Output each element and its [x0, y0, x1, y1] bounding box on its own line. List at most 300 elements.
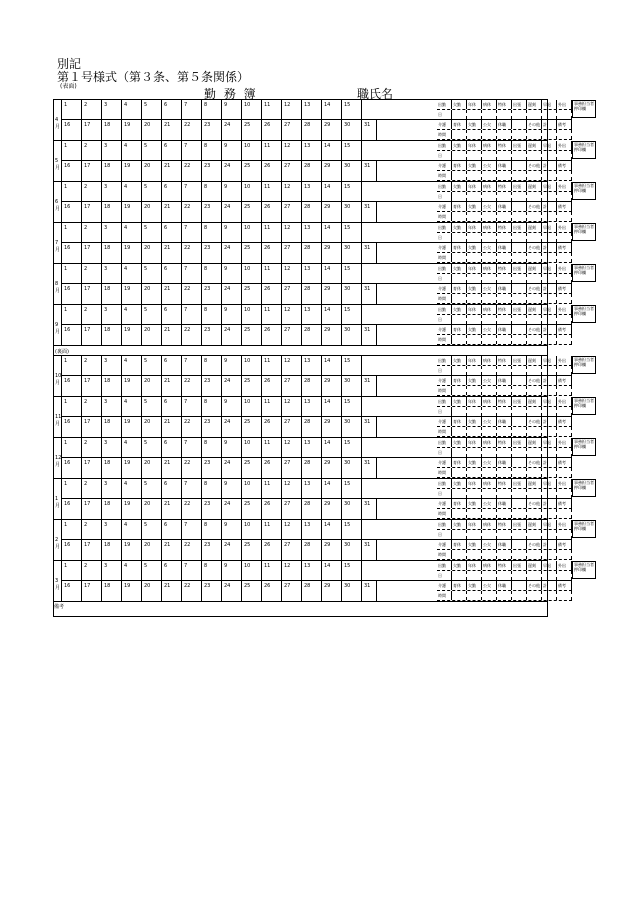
day-cell[interactable]	[162, 120, 182, 140]
summary-entry-cell[interactable]	[482, 468, 497, 477]
summary-cell[interactable]	[542, 120, 557, 129]
day-cell[interactable]	[82, 417, 102, 437]
day-cell[interactable]	[142, 581, 162, 601]
summary-cell[interactable]	[542, 438, 557, 447]
day-cell[interactable]	[322, 499, 342, 519]
day-cell[interactable]	[342, 243, 362, 263]
summary-cell[interactable]	[542, 479, 557, 488]
summary-entry-cell[interactable]	[452, 274, 467, 283]
summary-entry-cell[interactable]	[512, 407, 527, 416]
day-cell[interactable]	[162, 561, 182, 580]
summary-entry-cell[interactable]	[512, 448, 527, 457]
day-cell[interactable]	[222, 479, 242, 498]
day-cell[interactable]	[282, 161, 302, 181]
day-cell[interactable]	[222, 438, 242, 457]
day-cell[interactable]	[202, 458, 222, 478]
summary-cell[interactable]	[452, 581, 467, 590]
day-cell[interactable]	[122, 520, 142, 539]
summary-cell[interactable]	[557, 264, 572, 273]
day-cell[interactable]	[182, 376, 202, 396]
summary-cell[interactable]	[527, 397, 542, 406]
summary-entry-cell[interactable]	[482, 233, 497, 242]
day-cell[interactable]	[302, 540, 322, 560]
day-cell[interactable]	[202, 325, 222, 345]
summary-entry-cell[interactable]	[542, 468, 557, 477]
summary-entry-cell[interactable]	[467, 366, 482, 375]
day-cell[interactable]	[362, 161, 377, 181]
day-cell[interactable]	[62, 458, 82, 478]
summary-entry-cell[interactable]	[467, 130, 482, 139]
summary-cell[interactable]	[437, 182, 452, 191]
summary-cell[interactable]	[482, 223, 497, 232]
summary-cell[interactable]	[542, 356, 557, 365]
summary-cell[interactable]	[527, 264, 542, 273]
summary-cell[interactable]	[527, 376, 542, 385]
summary-entry-cell[interactable]	[482, 130, 497, 139]
day-cell[interactable]	[62, 182, 82, 201]
day-cell[interactable]	[242, 581, 262, 601]
day-cell[interactable]	[202, 479, 222, 498]
summary-entry-cell[interactable]	[512, 315, 527, 324]
summary-entry-cell[interactable]	[452, 233, 467, 242]
day-cell[interactable]	[62, 417, 82, 437]
day-cell[interactable]	[102, 561, 122, 580]
day-cell[interactable]	[102, 243, 122, 263]
day-cell[interactable]	[342, 581, 362, 601]
summary-cell[interactable]	[437, 243, 452, 252]
day-cell[interactable]	[342, 376, 362, 396]
summary-entry-cell[interactable]	[542, 489, 557, 498]
summary-cell[interactable]	[557, 540, 572, 549]
day-cell[interactable]	[202, 581, 222, 601]
day-cell[interactable]	[222, 305, 242, 324]
summary-cell[interactable]	[512, 581, 527, 590]
summary-entry-cell[interactable]	[452, 489, 467, 498]
summary-entry-cell[interactable]	[467, 571, 482, 580]
summary-entry-cell[interactable]	[497, 253, 512, 262]
day-cell[interactable]	[182, 182, 202, 201]
summary-entry-cell[interactable]	[482, 591, 497, 600]
day-cell[interactable]	[282, 417, 302, 437]
day-cell[interactable]	[142, 561, 162, 580]
summary-entry-cell[interactable]	[452, 448, 467, 457]
summary-cell[interactable]	[542, 325, 557, 334]
summary-cell[interactable]	[557, 479, 572, 488]
summary-cell[interactable]	[557, 438, 572, 447]
day-cell[interactable]	[242, 264, 262, 283]
day-cell[interactable]	[242, 458, 262, 478]
day-cell[interactable]	[82, 223, 102, 242]
summary-entry-cell[interactable]	[482, 253, 497, 262]
day-cell[interactable]	[302, 325, 322, 345]
summary-cell[interactable]	[452, 264, 467, 273]
day-cell[interactable]	[242, 356, 262, 375]
day-cell[interactable]	[202, 284, 222, 304]
day-cell[interactable]	[342, 161, 362, 181]
summary-entry-cell[interactable]	[542, 366, 557, 375]
summary-entry-cell[interactable]	[452, 407, 467, 416]
summary-entry-cell[interactable]	[467, 591, 482, 600]
day-cell[interactable]	[182, 325, 202, 345]
day-cell[interactable]	[342, 202, 362, 222]
day-cell[interactable]	[322, 182, 342, 201]
summary-cell[interactable]	[557, 284, 572, 293]
summary-cell[interactable]	[467, 161, 482, 170]
day-cell[interactable]	[262, 581, 282, 601]
day-cell[interactable]	[242, 100, 262, 119]
day-cell[interactable]	[62, 479, 82, 498]
day-cell[interactable]	[122, 120, 142, 140]
summary-entry-cell[interactable]	[557, 335, 572, 344]
day-cell[interactable]	[322, 356, 342, 375]
day-cell[interactable]	[342, 520, 362, 539]
day-cell[interactable]	[82, 305, 102, 324]
summary-cell[interactable]	[467, 264, 482, 273]
summary-entry-cell[interactable]	[482, 386, 497, 395]
summary-entry-cell[interactable]	[452, 294, 467, 303]
day-cell[interactable]	[342, 479, 362, 498]
summary-entry-cell[interactable]	[557, 110, 572, 119]
summary-cell[interactable]	[512, 520, 527, 529]
summary-cell[interactable]	[452, 376, 467, 385]
summary-cell[interactable]	[482, 540, 497, 549]
day-cell[interactable]	[222, 223, 242, 242]
day-cell[interactable]	[282, 397, 302, 416]
summary-entry-cell[interactable]	[557, 571, 572, 580]
day-cell[interactable]	[262, 438, 282, 457]
summary-cell[interactable]	[497, 161, 512, 170]
day-cell[interactable]	[122, 376, 142, 396]
day-cell[interactable]	[322, 479, 342, 498]
summary-entry-cell[interactable]	[557, 192, 572, 201]
day-cell[interactable]	[62, 356, 82, 375]
day-cell[interactable]	[122, 581, 142, 601]
day-cell[interactable]	[162, 243, 182, 263]
day-cell[interactable]	[102, 540, 122, 560]
summary-cell[interactable]	[482, 182, 497, 191]
summary-entry-cell[interactable]	[482, 509, 497, 518]
stamp-box[interactable]	[572, 438, 596, 456]
day-cell[interactable]	[182, 141, 202, 160]
day-cell[interactable]	[202, 305, 222, 324]
summary-entry-cell[interactable]	[557, 407, 572, 416]
day-cell[interactable]	[62, 540, 82, 560]
day-cell[interactable]	[142, 305, 162, 324]
summary-entry-cell[interactable]	[527, 212, 542, 221]
day-cell[interactable]	[262, 182, 282, 201]
summary-cell[interactable]	[467, 356, 482, 365]
summary-entry-cell[interactable]	[542, 386, 557, 395]
day-cell[interactable]	[162, 264, 182, 283]
summary-cell[interactable]	[497, 202, 512, 211]
summary-cell[interactable]	[512, 540, 527, 549]
day-cell[interactable]	[222, 417, 242, 437]
day-cell[interactable]	[202, 376, 222, 396]
summary-cell[interactable]	[497, 540, 512, 549]
day-cell[interactable]	[102, 182, 122, 201]
day-cell[interactable]	[62, 264, 82, 283]
summary-entry-cell[interactable]	[497, 509, 512, 518]
summary-cell[interactable]	[512, 161, 527, 170]
day-cell[interactable]	[202, 264, 222, 283]
day-cell[interactable]	[242, 284, 262, 304]
day-cell[interactable]	[62, 376, 82, 396]
summary-cell[interactable]	[497, 141, 512, 150]
day-cell[interactable]	[182, 202, 202, 222]
summary-entry-cell[interactable]	[512, 110, 527, 119]
day-cell[interactable]	[242, 520, 262, 539]
stamp-box[interactable]	[572, 305, 596, 323]
day-cell[interactable]	[242, 243, 262, 263]
summary-cell[interactable]	[542, 540, 557, 549]
summary-entry-cell[interactable]	[467, 110, 482, 119]
summary-cell[interactable]	[557, 417, 572, 426]
day-cell[interactable]	[82, 264, 102, 283]
summary-entry-cell[interactable]	[527, 530, 542, 539]
day-cell[interactable]	[302, 356, 322, 375]
summary-cell[interactable]	[437, 561, 452, 570]
summary-entry-cell[interactable]	[527, 335, 542, 344]
day-cell[interactable]	[282, 520, 302, 539]
summary-entry-cell[interactable]	[452, 212, 467, 221]
day-cell[interactable]	[122, 264, 142, 283]
summary-cell[interactable]	[542, 182, 557, 191]
summary-cell[interactable]	[497, 356, 512, 365]
summary-cell[interactable]	[512, 376, 527, 385]
summary-entry-cell[interactable]	[452, 571, 467, 580]
summary-cell[interactable]	[542, 202, 557, 211]
summary-entry-cell[interactable]	[527, 274, 542, 283]
summary-entry-cell[interactable]	[452, 130, 467, 139]
summary-entry-cell[interactable]	[467, 489, 482, 498]
summary-entry-cell[interactable]	[482, 550, 497, 559]
day-cell[interactable]	[62, 397, 82, 416]
summary-cell[interactable]	[467, 223, 482, 232]
summary-entry-cell[interactable]	[452, 315, 467, 324]
summary-entry-cell[interactable]	[482, 274, 497, 283]
day-cell[interactable]	[202, 438, 222, 457]
summary-cell[interactable]	[527, 540, 542, 549]
summary-cell[interactable]	[512, 100, 527, 109]
summary-cell[interactable]	[497, 499, 512, 508]
day-cell[interactable]	[202, 182, 222, 201]
day-cell[interactable]	[122, 223, 142, 242]
day-cell[interactable]	[82, 284, 102, 304]
day-cell[interactable]	[282, 540, 302, 560]
summary-cell[interactable]	[542, 417, 557, 426]
day-cell[interactable]	[222, 499, 242, 519]
day-cell[interactable]	[322, 581, 342, 601]
summary-cell[interactable]	[557, 561, 572, 570]
summary-cell[interactable]	[542, 305, 557, 314]
summary-cell[interactable]	[542, 397, 557, 406]
day-cell[interactable]	[302, 141, 322, 160]
summary-cell[interactable]	[527, 100, 542, 109]
day-cell[interactable]	[282, 376, 302, 396]
summary-cell[interactable]	[527, 520, 542, 529]
day-cell[interactable]	[142, 264, 162, 283]
day-cell[interactable]	[162, 581, 182, 601]
day-cell[interactable]	[342, 284, 362, 304]
day-cell[interactable]	[242, 397, 262, 416]
day-cell[interactable]	[82, 438, 102, 457]
summary-cell[interactable]	[527, 356, 542, 365]
summary-entry-cell[interactable]	[497, 550, 512, 559]
day-cell[interactable]	[322, 284, 342, 304]
summary-entry-cell[interactable]	[542, 335, 557, 344]
summary-cell[interactable]	[482, 161, 497, 170]
summary-cell[interactable]	[512, 120, 527, 129]
summary-entry-cell[interactable]	[467, 212, 482, 221]
summary-cell[interactable]	[557, 581, 572, 590]
day-cell[interactable]	[82, 561, 102, 580]
day-cell[interactable]	[62, 305, 82, 324]
summary-entry-cell[interactable]	[467, 550, 482, 559]
day-cell[interactable]	[342, 540, 362, 560]
day-cell[interactable]	[322, 520, 342, 539]
day-cell[interactable]	[342, 305, 362, 324]
summary-cell[interactable]	[497, 438, 512, 447]
day-cell[interactable]	[322, 540, 342, 560]
day-cell[interactable]	[122, 356, 142, 375]
summary-cell[interactable]	[482, 141, 497, 150]
summary-cell[interactable]	[542, 499, 557, 508]
day-cell[interactable]	[102, 100, 122, 119]
summary-cell[interactable]	[542, 458, 557, 467]
day-cell[interactable]	[102, 305, 122, 324]
day-cell[interactable]	[362, 499, 377, 519]
day-cell[interactable]	[62, 100, 82, 119]
day-cell[interactable]	[102, 417, 122, 437]
day-cell[interactable]	[82, 100, 102, 119]
summary-cell[interactable]	[467, 376, 482, 385]
summary-cell[interactable]	[497, 397, 512, 406]
summary-cell[interactable]	[482, 561, 497, 570]
summary-entry-cell[interactable]	[557, 530, 572, 539]
day-cell[interactable]	[182, 479, 202, 498]
day-cell[interactable]	[242, 540, 262, 560]
day-cell[interactable]	[122, 397, 142, 416]
summary-entry-cell[interactable]	[512, 591, 527, 600]
summary-cell[interactable]	[482, 458, 497, 467]
day-cell[interactable]	[202, 202, 222, 222]
day-cell[interactable]	[182, 561, 202, 580]
summary-entry-cell[interactable]	[557, 448, 572, 457]
summary-cell[interactable]	[437, 305, 452, 314]
summary-entry-cell[interactable]	[482, 571, 497, 580]
summary-cell[interactable]	[437, 376, 452, 385]
summary-cell[interactable]	[527, 479, 542, 488]
summary-cell[interactable]	[482, 202, 497, 211]
summary-cell[interactable]	[527, 161, 542, 170]
day-cell[interactable]	[262, 376, 282, 396]
day-cell[interactable]	[82, 202, 102, 222]
day-cell[interactable]	[302, 182, 322, 201]
day-cell[interactable]	[262, 284, 282, 304]
day-cell[interactable]	[62, 284, 82, 304]
summary-entry-cell[interactable]	[542, 212, 557, 221]
day-cell[interactable]	[182, 438, 202, 457]
day-cell[interactable]	[342, 417, 362, 437]
day-cell[interactable]	[262, 520, 282, 539]
summary-entry-cell[interactable]	[512, 151, 527, 160]
day-cell[interactable]	[162, 141, 182, 160]
day-cell[interactable]	[202, 141, 222, 160]
day-cell[interactable]	[282, 284, 302, 304]
day-cell[interactable]	[62, 141, 82, 160]
day-cell[interactable]	[62, 438, 82, 457]
summary-cell[interactable]	[437, 141, 452, 150]
summary-cell[interactable]	[512, 397, 527, 406]
day-cell[interactable]	[102, 520, 122, 539]
day-cell[interactable]	[302, 417, 322, 437]
summary-cell[interactable]	[452, 223, 467, 232]
stamp-box[interactable]	[572, 479, 596, 497]
day-cell[interactable]	[182, 356, 202, 375]
day-cell[interactable]	[62, 520, 82, 539]
day-cell[interactable]	[122, 479, 142, 498]
day-cell[interactable]	[262, 141, 282, 160]
summary-cell[interactable]	[482, 264, 497, 273]
day-cell[interactable]	[342, 325, 362, 345]
summary-cell[interactable]	[482, 417, 497, 426]
day-cell[interactable]	[302, 223, 322, 242]
summary-entry-cell[interactable]	[497, 335, 512, 344]
stamp-box[interactable]	[572, 356, 596, 374]
summary-cell[interactable]	[467, 458, 482, 467]
summary-entry-cell[interactable]	[527, 550, 542, 559]
day-cell[interactable]	[182, 264, 202, 283]
day-cell[interactable]	[242, 561, 262, 580]
summary-entry-cell[interactable]	[542, 274, 557, 283]
day-cell[interactable]	[282, 120, 302, 140]
day-cell[interactable]	[162, 305, 182, 324]
day-cell[interactable]	[82, 182, 102, 201]
day-cell[interactable]	[282, 325, 302, 345]
day-cell[interactable]	[62, 120, 82, 140]
day-cell[interactable]	[122, 458, 142, 478]
day-cell[interactable]	[62, 223, 82, 242]
summary-entry-cell[interactable]	[497, 427, 512, 436]
day-cell[interactable]	[202, 561, 222, 580]
summary-entry-cell[interactable]	[482, 171, 497, 180]
day-cell[interactable]	[182, 120, 202, 140]
summary-cell[interactable]	[437, 581, 452, 590]
day-cell[interactable]	[122, 325, 142, 345]
summary-cell[interactable]	[437, 264, 452, 273]
day-cell[interactable]	[162, 499, 182, 519]
day-cell[interactable]	[142, 182, 162, 201]
summary-cell[interactable]	[452, 397, 467, 406]
summary-cell[interactable]	[467, 540, 482, 549]
summary-entry-cell[interactable]	[497, 571, 512, 580]
day-cell[interactable]	[142, 100, 162, 119]
summary-entry-cell[interactable]	[542, 407, 557, 416]
summary-cell[interactable]	[437, 438, 452, 447]
day-cell[interactable]	[302, 100, 322, 119]
day-cell[interactable]	[222, 376, 242, 396]
day-cell[interactable]	[242, 325, 262, 345]
summary-entry-cell[interactable]	[527, 130, 542, 139]
day-cell[interactable]	[162, 182, 182, 201]
day-cell[interactable]	[102, 376, 122, 396]
day-cell[interactable]	[302, 520, 322, 539]
summary-cell[interactable]	[497, 458, 512, 467]
day-cell[interactable]	[162, 202, 182, 222]
summary-cell[interactable]	[557, 356, 572, 365]
summary-cell[interactable]	[557, 325, 572, 334]
summary-entry-cell[interactable]	[512, 192, 527, 201]
